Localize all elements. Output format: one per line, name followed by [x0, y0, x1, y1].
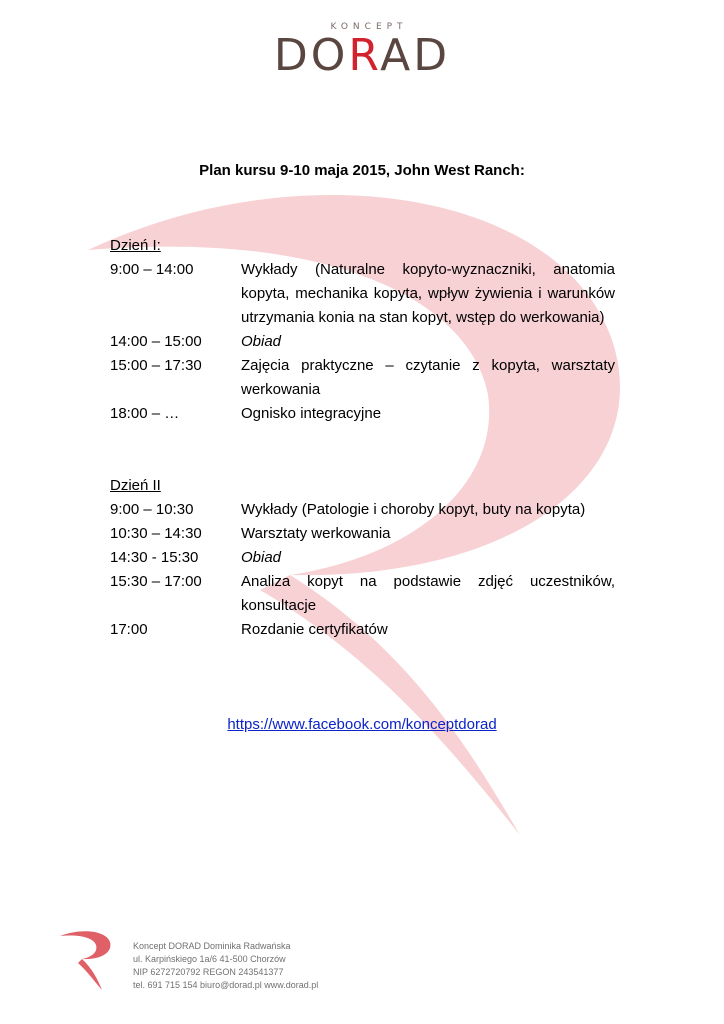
schedule-desc: Zajęcia praktyczne – czytanie z kopyta, warsztaty werkowania [241, 357, 615, 398]
schedule-row [110, 570, 615, 618]
schedule-row [110, 330, 615, 354]
company-logo [0, 22, 724, 81]
schedule-row [110, 618, 615, 642]
schedule-time: 9:00 – 14:00 [110, 261, 194, 278]
page-title: Plan kursu 9-10 maja 2015, John West Ranch: [199, 162, 525, 179]
schedule-desc: Wykłady (Naturalne kopyto-wyznaczniki, anatomia kopyta, mechanika kopyta, wpływ żywienia i warunków utrzymania konia na stan kopyt, wstęp do werkowania) [241, 261, 615, 326]
schedule-desc: Wykłady (Patologie i choroby kopyt, buty na kopyta) [241, 501, 586, 518]
schedule-time: 18:00 – … [110, 405, 180, 422]
schedule-time: 9:00 – 10:30 [110, 501, 194, 518]
footer-tax-ids: NIP 6272720792 REGON 243541377 [133, 967, 284, 977]
schedule [110, 234, 615, 642]
schedule-row [110, 258, 615, 330]
schedule-desc: Obiad [241, 549, 282, 566]
footer-address: ul. Karpińskiego 1a/6 41-500 Chorzów [133, 954, 286, 964]
facebook-link[interactable]: https://www.facebook.com/konceptdorad [227, 716, 497, 733]
day1-heading: Dzień I: [110, 237, 161, 254]
logo-part-2: R [348, 30, 381, 81]
footer-contact [133, 940, 318, 992]
schedule-time: 10:30 – 14:30 [110, 525, 202, 542]
schedule-desc: Warsztaty werkowania [241, 525, 391, 542]
schedule-desc: Obiad [241, 333, 282, 350]
footer-logo-mark [58, 926, 114, 992]
schedule-row [110, 402, 615, 426]
schedule-time: 15:30 – 17:00 [110, 573, 202, 590]
schedule-time: 14:30 - 15:30 [110, 549, 199, 566]
logo-part-3: AD [380, 30, 451, 81]
footer-company: Koncept DORAD Dominika Radwańska [133, 941, 291, 951]
schedule-row [110, 522, 615, 546]
day2-heading: Dzień II [110, 477, 161, 494]
schedule-time: 14:00 – 15:00 [110, 333, 202, 350]
schedule-time: 15:00 – 17:30 [110, 357, 202, 374]
logo-wordmark [0, 30, 724, 81]
schedule-row [110, 546, 615, 570]
schedule-row [110, 498, 615, 522]
schedule-desc: Analiza kopyt na podstawie zdjęć uczestników, konsultacje [241, 573, 615, 614]
schedule-desc: Ognisko integracyjne [241, 405, 382, 422]
schedule-row [110, 354, 615, 402]
schedule-time: 17:00 [110, 621, 148, 638]
logo-part-1: DO [273, 30, 349, 81]
schedule-desc: Rozdanie certyfikatów [241, 621, 388, 638]
footer-contacts: tel. 691 715 154 biuro@dorad.pl www.dorad.pl [133, 980, 319, 990]
logo-subtitle: KONCEPT [330, 22, 408, 32]
